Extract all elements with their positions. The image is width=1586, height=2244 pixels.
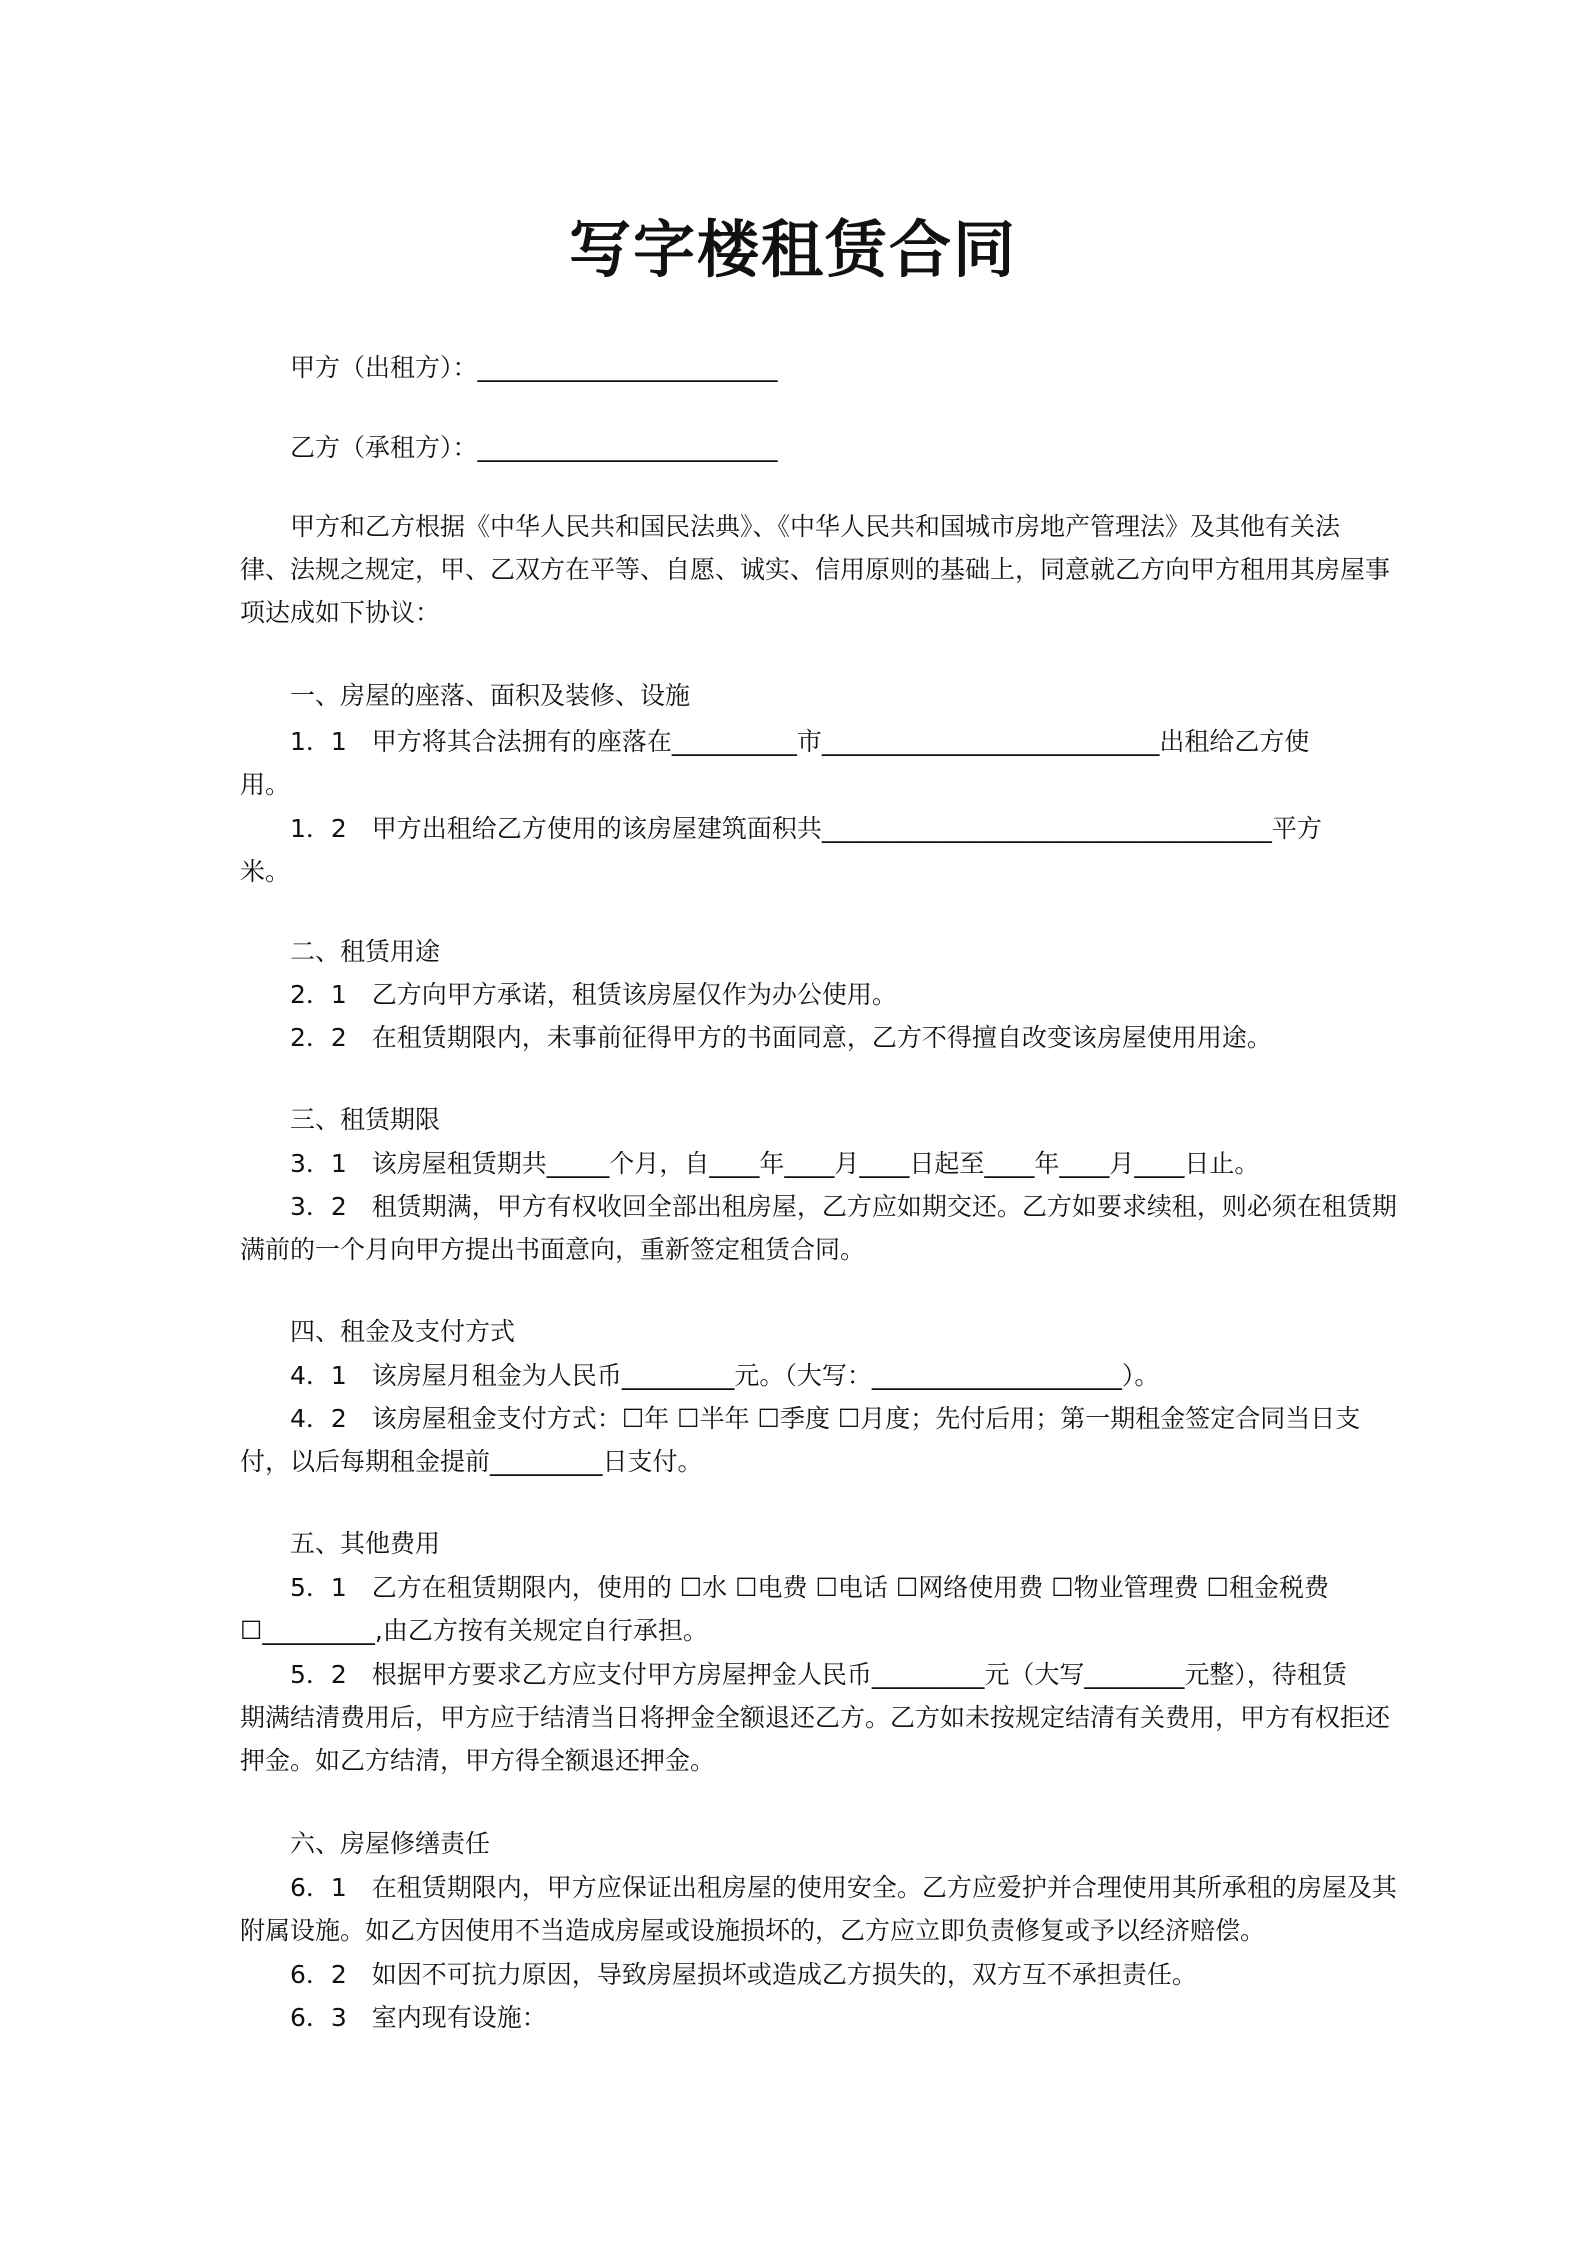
preamble-line-3: 项达成如下协议：: [240, 598, 441, 627]
section-2-heading: 二、租赁用途: [290, 937, 441, 966]
clause-6-1: 6．1 在租赁期限内，甲方应保证出租房屋的使用安全。乙方应爱护并合理使用其所承租的房屋及其: [290, 1873, 1397, 1902]
clause-1-2: 1．2 甲方出租给乙方使用的该房屋建筑面积共____________________________________平方: [290, 814, 1322, 843]
clause-6-1-cont: 附属设施。如乙方因使用不当造成房屋或设施损坏的，乙方应立即负责修复或予以经济赔偿。: [240, 1916, 1266, 1945]
clause-3-2-cont: 满前的一个月向甲方提出书面意向，重新签定租赁合同。: [240, 1235, 866, 1264]
preamble-line-2: 律、法规之规定，甲、乙双方在平等、自愿、诚实、信用原则的基础上，同意就乙方向甲方租用其房屋事: [240, 555, 1391, 584]
clause-4-2: 4．2 该房屋租金支付方式：☐年 ☐半年 ☐季度 ☐月度；先付后用；第一期租金签定合同当日支: [290, 1404, 1361, 1433]
clause-1-2-cont: 米。: [240, 857, 291, 886]
clause-5-2-cont-2: 押金。如乙方结清，甲方得全额退还押金。: [240, 1746, 716, 1775]
clause-5-1-cont: ☐_________,由乙方按有关规定自行承担。: [240, 1616, 708, 1645]
clause-6-2: 6．2 如因不可抗力原因，导致房屋损坏或造成乙方损失的，双方互不承担责任。: [290, 1960, 1197, 1989]
clause-3-2: 3．2 租赁期满，甲方有权收回全部出租房屋，乙方应如期交还。乙方如要求续租，则必须在租赁期: [290, 1192, 1397, 1221]
preamble-line-1: 甲方和乙方根据《中华人民共和国民法典》、《中华人民共和国城市房地产管理法》及其他有关法: [290, 512, 1341, 541]
document-title: 写字楼租赁合同: [568, 213, 1017, 286]
section-5-heading: 五、其他费用: [290, 1529, 441, 1558]
clause-5-1: 5．1 乙方在租赁期限内，使用的 ☐水 ☐电费 ☐电话 ☐网络使用费 ☐物业管理费 ☐租金税费: [290, 1573, 1329, 1602]
clause-4-2-cont: 付，以后每期租金提前_________日支付。: [240, 1447, 703, 1476]
section-1-heading: 一、房屋的座落、面积及装修、设施: [290, 681, 691, 710]
clause-1-1: 1．1 甲方将其合法拥有的座落在__________市___________________________出租给乙方使: [290, 727, 1310, 756]
section-3-heading: 三、租赁期限: [290, 1105, 441, 1134]
clause-3-1: 3．1 该房屋租赁期共_____个月，自____年____月____日起至____年____月____日止。: [290, 1149, 1260, 1178]
clause-1-1-cont: 用。: [240, 770, 291, 799]
clause-5-2: 5．2 根据甲方要求乙方应支付甲方房屋押金人民币_________元（大写________元整），待租赁: [290, 1660, 1347, 1689]
section-6-heading: 六、房屋修缮责任: [290, 1829, 491, 1858]
clause-6-3: 6．3 室内现有设施：: [290, 2003, 547, 2032]
clause-2-1: 2．1 乙方向甲方承诺，租赁该房屋仅作为办公使用。: [290, 980, 897, 1009]
party-b-line: 乙方（承租方）：________________________: [290, 433, 778, 462]
clause-4-1: 4．1 该房屋月租金为人民币_________元。（大写：____________________）。: [290, 1361, 1160, 1390]
clause-5-2-cont-1: 期满结清费用后，甲方应于结清当日将押金全额退还乙方。乙方如未按规定结清有关费用，甲方有权拒还: [240, 1703, 1391, 1732]
party-a-line: 甲方（出租方）：________________________: [290, 353, 778, 382]
clause-2-2: 2．2 在租赁期限内，未事前征得甲方的书面同意，乙方不得擅自改变该房屋使用用途。: [290, 1023, 1272, 1052]
section-4-heading: 四、租金及支付方式: [290, 1317, 516, 1346]
